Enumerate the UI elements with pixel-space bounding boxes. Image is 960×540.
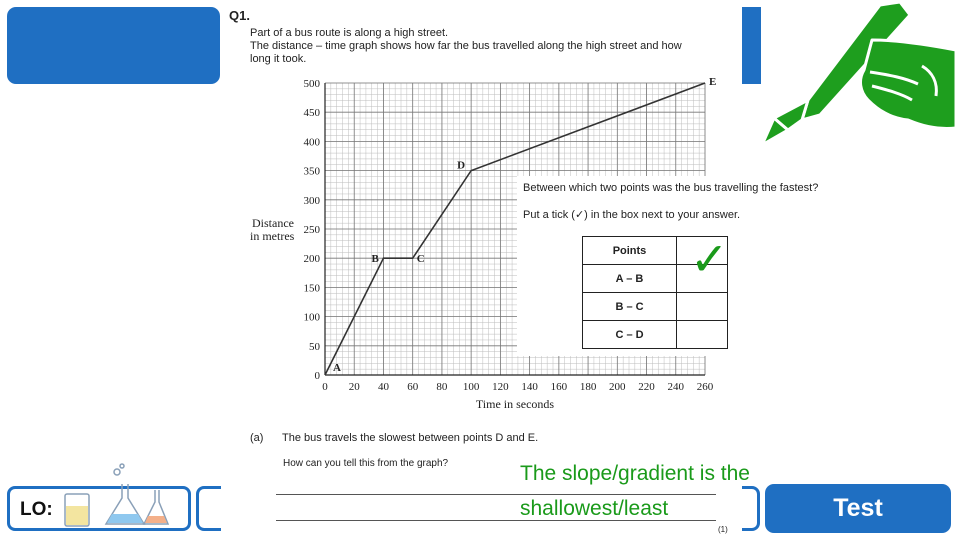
x-tick-label: 140 [521,381,538,393]
y-tick-label: 400 [303,136,320,149]
point-label-d: D [457,159,466,172]
objective-frame-right [742,486,760,531]
question-intro-line-3: long it took. [250,53,307,65]
answer-line-1-text: The slope/gradient is the [520,462,750,485]
y-tick-label: 300 [303,194,320,207]
point-label-b: B [371,253,379,266]
x-tick-label: 40 [377,381,389,393]
x-tick-label: 200 [609,381,626,393]
x-tick-label: 20 [348,381,360,393]
chart-y-label-line-1: Distance [252,216,294,230]
answer-line-1 [276,494,716,495]
x-tick-label: 180 [579,381,597,393]
x-tick-label: 60 [407,381,419,393]
point-label-e: E [709,76,717,88]
objective-frame-left [196,486,221,531]
x-tick-label: 100 [462,381,480,393]
x-tick-label: 240 [667,381,685,393]
tick-prompt: Put a tick (✓) in the box next to your answer. [523,209,741,221]
part-label: (a) [250,432,264,444]
part-a-text: The bus travels the slowest between points D and E. [282,432,539,444]
question-intro-line-1: Part of a bus route is along a high street. [250,27,449,39]
y-tick-label: 100 [303,311,320,324]
y-tick-label: 150 [303,282,320,295]
y-tick-label: 50 [309,340,320,353]
header-banner-right [741,7,761,84]
learning-objective-label: LO: [20,499,53,520]
tick-box-b-c[interactable] [677,293,728,321]
tick-mark-icon: ✓ [690,233,729,285]
pencil-hand-icon [760,0,960,150]
point-label-c: C [416,253,425,266]
y-tick-label: 500 [303,78,320,90]
chart-x-tick-labels [322,381,714,393]
lab-flasks-icon [62,462,172,530]
x-tick-label: 120 [492,381,509,393]
answer-line-2-text: shallowest/least [520,497,669,520]
y-tick-label: 200 [303,253,320,266]
x-tick-label: 0 [322,381,328,393]
table-header-points: Points [583,237,677,265]
x-tick-label: 260 [696,381,714,393]
question-number: Q1. [229,8,250,23]
x-tick-label: 80 [436,381,448,393]
test-button[interactable]: Test [765,484,951,533]
marks-label: (1) [718,525,728,534]
y-tick-label: 250 [303,224,320,236]
chart-y-label-line-2: in metres [250,229,295,243]
part-a-question: How can you tell this from the graph? [283,458,449,469]
y-tick-label: 450 [303,107,320,120]
header-banner-left [7,7,220,84]
table-row-a-b: A – B [583,265,677,293]
point-label-a: A [333,362,341,374]
chart-x-label: Time in seconds [475,397,555,411]
tick-box-c-d[interactable] [677,321,728,349]
table-row-b-c: B – C [583,293,677,321]
question-intro-line-2: The distance – time graph shows how far the bus travelled along the high street and how [250,40,682,52]
x-tick-label: 220 [638,381,655,393]
x-tick-label: 160 [550,381,568,393]
y-tick-label: 350 [303,165,320,178]
table-row-c-d: C – D [583,321,677,349]
chart-y-tick-labels [304,78,321,382]
fastest-prompt: Between which two points was the bus travelling the fastest? [523,182,819,194]
y-tick-label: 0 [314,370,320,382]
